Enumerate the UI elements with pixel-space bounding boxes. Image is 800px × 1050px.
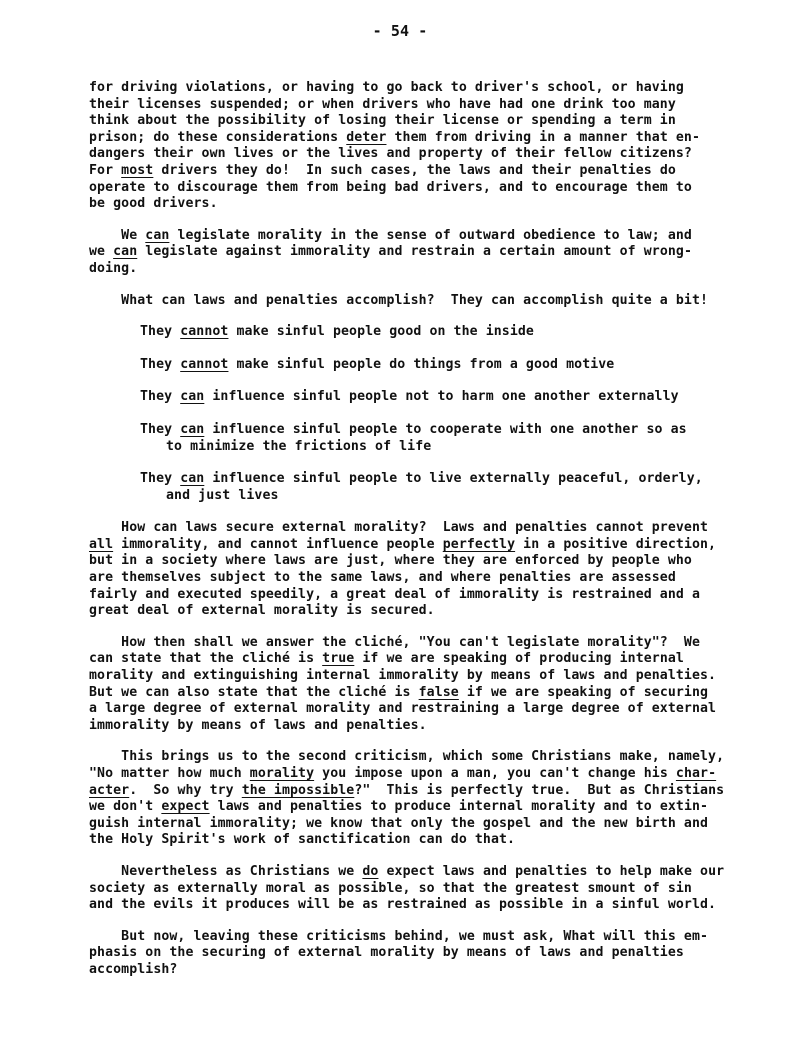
- underlined-text: can: [113, 244, 138, 260]
- text-line: [89, 97, 759, 114]
- paragraph: [89, 864, 759, 914]
- paragraph-group-main: [89, 520, 759, 978]
- text-segment: drivers they do! In such cases, the laws and their penalties do: [153, 162, 676, 178]
- text-segment: for driving violations, or having to go back to driver's school, or having: [89, 80, 684, 95]
- text-line: [89, 864, 759, 881]
- text-line: [89, 897, 759, 914]
- text-segment: you impose upon a man, you can't change his: [314, 766, 676, 781]
- text-segment: guish internal immorality; we know that only the gospel and the new birth and: [89, 815, 709, 831]
- text-segment: prison; do these considerations: [89, 129, 347, 145]
- underlined-text: perfectly: [442, 536, 516, 552]
- text-segment: but in a society where laws are just, where they are enforced by people who: [89, 553, 692, 569]
- text-line: [89, 749, 759, 766]
- text-segment: But we can also state that the cliché is: [89, 684, 419, 700]
- underlined-text: cannot: [180, 324, 229, 340]
- text-segment: their licenses suspended; or when drivers who have had one drink too many: [89, 96, 676, 112]
- list-item: [140, 324, 759, 341]
- underlined-text: can: [180, 389, 205, 405]
- text-segment: the Holy Spirit's work of sanctification can do that.: [89, 832, 516, 848]
- text-line: [89, 718, 759, 735]
- text-line: [89, 520, 759, 537]
- text-line: [89, 651, 759, 668]
- text-line: [89, 799, 759, 816]
- text-segment: in a positive direction,: [515, 536, 717, 552]
- list-item: [140, 357, 759, 374]
- text-line: [89, 832, 759, 849]
- paragraph: [89, 80, 759, 213]
- text-segment: great deal of external morality is secured.: [89, 603, 435, 619]
- text-segment: morality and extinguishing internal immorality by means of laws and penalties.: [89, 668, 717, 684]
- text-line: [89, 80, 759, 97]
- underlined-text: true: [322, 651, 355, 667]
- underlined-text: the impossible: [241, 782, 355, 798]
- text-segment: legislate morality in the sense of outward obedience to law; and: [169, 227, 692, 243]
- text-segment: if we are speaking of securing: [458, 684, 709, 700]
- underlined-text: most: [121, 162, 154, 178]
- text-segment: They: [140, 356, 181, 372]
- text-line: [140, 471, 759, 488]
- text-line: [89, 816, 759, 833]
- list-laws-capabilities: [89, 324, 759, 504]
- list-item: [140, 389, 759, 406]
- text-segment: accomplish?: [89, 961, 178, 977]
- text-line: [89, 244, 759, 261]
- paragraph: [89, 929, 759, 979]
- text-line: [89, 962, 759, 979]
- underlined-text: false: [418, 684, 459, 700]
- text-segment: This brings us to the second criticism, which some Christians make, namely,: [89, 749, 725, 765]
- text-segment: laws and penalties to produce internal morality and to extin-: [209, 799, 709, 815]
- text-segment: make sinful people good on the inside: [228, 324, 534, 340]
- list-item: [140, 422, 759, 455]
- underlined-text: all: [89, 536, 114, 552]
- text-line: [89, 293, 759, 310]
- body-text: [89, 80, 759, 994]
- text-segment: They: [140, 421, 181, 437]
- underlined-text: can: [180, 421, 205, 437]
- text-line: [140, 488, 759, 505]
- text-segment: influence sinful people to cooperate with one another so as: [204, 421, 687, 437]
- underlined-text: expect: [161, 799, 210, 815]
- underlined-text: can: [145, 227, 170, 243]
- paragraph-group-intro: [89, 80, 759, 309]
- underlined-text: deter: [346, 129, 387, 145]
- text-segment: Nevertheless as Christians we: [89, 863, 363, 879]
- text-segment: influence sinful people to live externally peaceful, orderly,: [204, 471, 703, 487]
- text-line: [89, 553, 759, 570]
- text-line: [89, 587, 759, 604]
- text-segment: influence sinful people not to harm one another externally: [204, 389, 679, 405]
- text-line: [89, 881, 759, 898]
- underlined-text: do: [362, 863, 379, 879]
- text-line: [89, 945, 759, 962]
- text-segment: phasis on the securing of external morality by means of laws and penalties: [89, 945, 684, 961]
- text-segment: be good drivers.: [89, 196, 218, 212]
- text-segment: How then shall we answer the cliché, "You can't legislate morality"? We: [89, 634, 701, 650]
- text-line: [89, 635, 759, 652]
- text-segment: How can laws secure external morality? Laws and penalties cannot prevent: [89, 520, 709, 536]
- paragraph: [89, 635, 759, 735]
- text-segment: we don't: [89, 799, 162, 815]
- underlined-text: cannot: [180, 356, 229, 372]
- text-segment: But now, leaving these criticisms behind, we must ask, What will this em-: [89, 928, 709, 944]
- text-line: [89, 929, 759, 946]
- text-line: [89, 570, 759, 587]
- text-line: [140, 422, 759, 439]
- text-segment: immorality, and cannot influence people: [113, 536, 443, 552]
- text-segment: expect laws and penalties to help make our: [378, 863, 725, 879]
- paragraph: [89, 749, 759, 849]
- text-segment: fairly and executed speedily, a great deal of immorality is restrained and a: [89, 586, 701, 602]
- text-segment: to minimize the frictions of life: [166, 438, 432, 454]
- page-number: - 54 -: [372, 22, 428, 40]
- text-line: [89, 228, 759, 245]
- text-segment: them from driving in a manner that en-: [386, 129, 701, 145]
- text-segment: and just lives: [166, 487, 279, 503]
- text-line: [140, 439, 759, 456]
- text-segment: . So why try: [129, 782, 242, 798]
- text-segment: "No matter how much: [89, 766, 250, 781]
- text-line: [140, 324, 759, 341]
- text-segment: immorality by means of laws and penalties.: [89, 717, 427, 733]
- paragraph: [89, 520, 759, 620]
- text-line: [89, 685, 759, 702]
- text-line: [89, 537, 759, 554]
- text-line: [140, 389, 759, 406]
- text-segment: doing.: [89, 260, 138, 276]
- text-segment: They: [140, 389, 181, 405]
- text-segment: are themselves subject to the same laws, and where penalties are assessed: [89, 570, 676, 586]
- underlined-text: acter: [89, 782, 130, 798]
- paragraph: [89, 228, 759, 278]
- text-line: [89, 196, 759, 213]
- text-line: [89, 766, 759, 783]
- text-line: [89, 783, 759, 800]
- text-line: [89, 180, 759, 197]
- text-segment: They: [140, 324, 181, 340]
- text-segment: dangers their own lives or the lives and property of their fellow citizens?: [89, 146, 692, 162]
- paragraph: [89, 293, 759, 310]
- text-segment: They: [140, 471, 181, 487]
- list-item: [140, 471, 759, 504]
- text-segment: and the evils it produces will be as restrained as possible in a sinful world.: [89, 897, 717, 913]
- text-segment: if we are speaking of producing internal: [354, 651, 684, 667]
- underlined-text: morality: [249, 766, 315, 781]
- text-line: [140, 357, 759, 374]
- text-line: [89, 701, 759, 718]
- text-segment: make sinful people do things from a good motive: [228, 356, 615, 372]
- text-segment: we: [89, 244, 114, 260]
- text-segment: society as externally moral as possible, so that the greatest smount of sin: [89, 880, 692, 896]
- text-line: [89, 163, 759, 180]
- text-segment: We: [89, 227, 146, 243]
- text-line: [89, 130, 759, 147]
- text-segment: operate to discourage them from being bad drivers, and to encourage them to: [89, 179, 692, 195]
- text-segment: What can laws and penalties accomplish? They can accomplish quite a bit!: [89, 292, 709, 308]
- text-line: [89, 261, 759, 278]
- text-segment: can state that the cliché is: [89, 651, 323, 667]
- text-segment: legislate against immorality and restrain a certain amount of wrong-: [137, 244, 692, 260]
- text-line: [89, 603, 759, 620]
- text-line: [89, 146, 759, 163]
- text-segment: think about the possibility of losing their license or spending a term in: [89, 113, 676, 129]
- underlined-text: char-: [675, 766, 717, 781]
- text-line: [89, 113, 759, 130]
- underlined-text: can: [180, 471, 205, 487]
- text-segment: For: [89, 162, 122, 178]
- text-segment: a large degree of external morality and restraining a large degree of external: [89, 701, 717, 717]
- text-line: [89, 668, 759, 685]
- text-segment: ?" This is perfectly true. But as Christians: [354, 782, 725, 798]
